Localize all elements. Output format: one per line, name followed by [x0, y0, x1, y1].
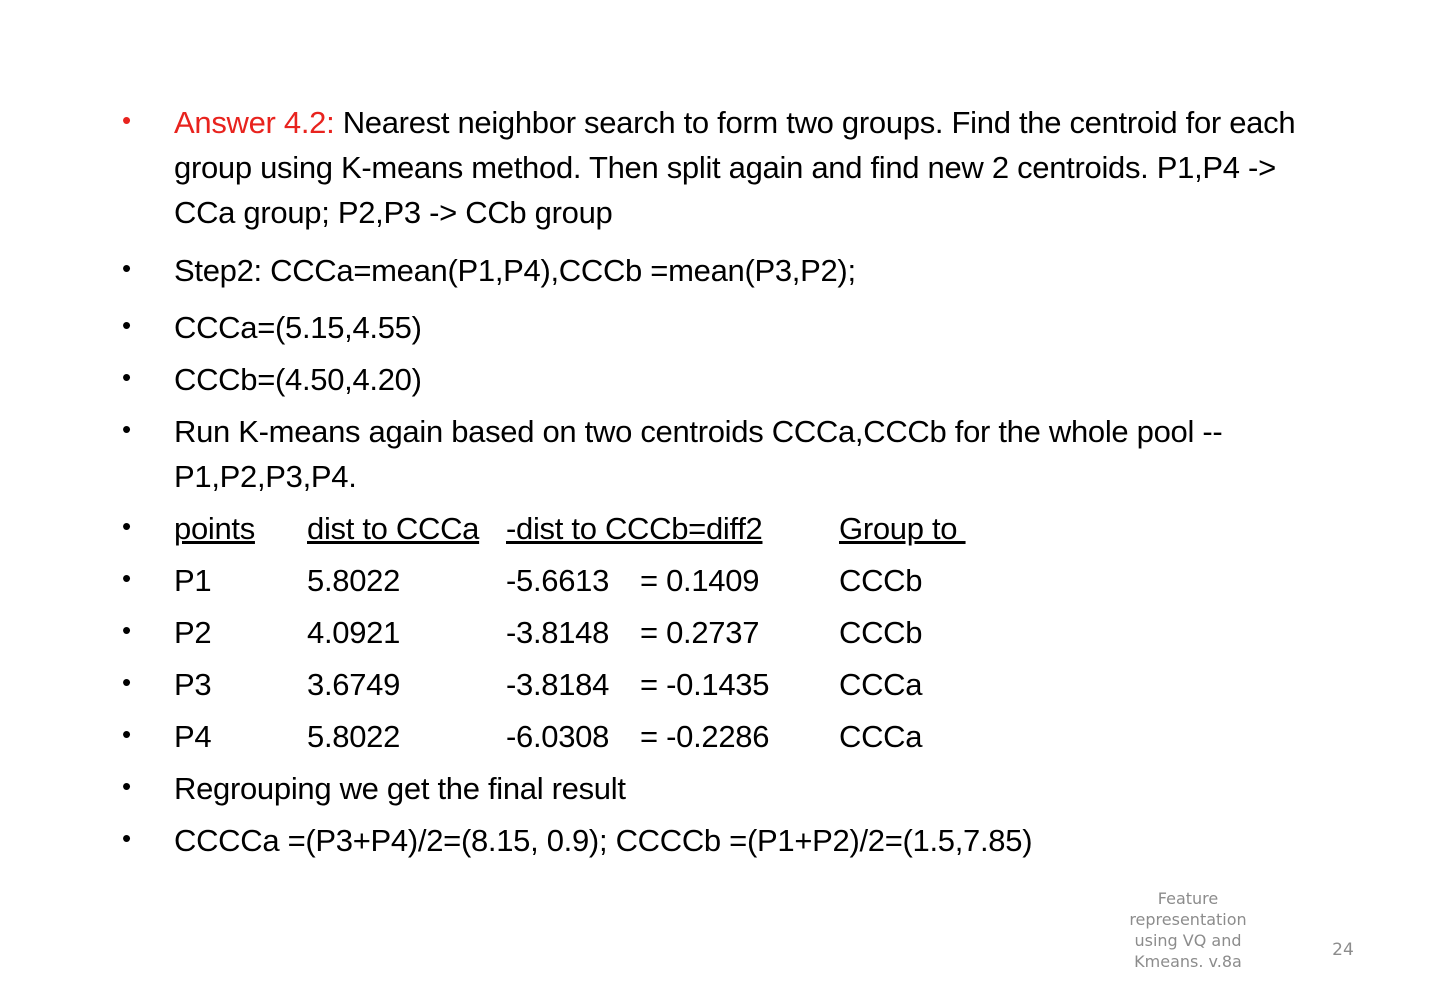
bullet-icon: •	[122, 253, 131, 283]
step2-text: Step2: CCCa=mean(P1,P4),CCCb =mean(P3,P2);	[174, 253, 856, 288]
bullet-run-kmeans	[122, 409, 1322, 499]
cell-diff: = -0.1435	[640, 667, 770, 702]
cell-point: P3	[174, 667, 212, 702]
cell-group: CCCb	[839, 563, 923, 598]
cell-dist-ccca: 3.6749	[307, 667, 401, 702]
bullet-answer	[122, 100, 1322, 235]
table-row	[122, 558, 1322, 603]
header-points: points	[174, 511, 255, 546]
bullet-step2	[122, 248, 1322, 293]
answer-text: Nearest neighbor search to form two groups. Find the centroid for each group using K-means method. Then split again and find new 2 centroids. P1,P4 -> CCa group; P2,P3 -> CCb group	[174, 105, 1296, 230]
bullet-list	[122, 100, 1322, 863]
cell-dist-cccb: -3.8184	[506, 667, 610, 702]
cell-group: CCCa	[839, 667, 923, 702]
header-dist-ccca: dist to CCCa	[307, 511, 480, 546]
cell-dist-ccca: 5.8022	[307, 719, 401, 754]
table-header-row	[122, 506, 1322, 551]
header-dist-cccb-diff: -dist to CCCb=diff2	[506, 511, 763, 546]
header-group-to: Group to	[839, 511, 966, 546]
cell-point: P4	[174, 719, 212, 754]
page-number: 24	[1332, 940, 1354, 960]
final-text: CCCCa =(P3+P4)/2=(8.15, 0.9); CCCCb =(P1+P2)/2=(1.5,7.85)	[174, 823, 1033, 858]
footer-note: Feature representation using VQ and Kmeans. v.8a	[1129, 889, 1247, 971]
bullet-regroup	[122, 766, 1322, 811]
cell-group: CCCa	[839, 719, 923, 754]
bullet-icon: •	[122, 667, 131, 697]
cell-group: CCCb	[839, 615, 923, 650]
cell-point: P2	[174, 615, 212, 650]
cell-dist-cccb: -5.6613	[506, 563, 610, 598]
bullet-icon: •	[122, 771, 131, 801]
cell-dist-cccb: -3.8148	[506, 615, 610, 650]
cell-diff: = -0.2286	[640, 719, 770, 754]
ccca-text: CCCa=(5.15,4.55)	[174, 310, 422, 345]
bullet-icon: •	[122, 563, 131, 593]
regroup-text: Regrouping we get the final result	[174, 771, 626, 806]
cell-dist-ccca: 4.0921	[307, 615, 401, 650]
bullet-icon: •	[122, 615, 131, 645]
bullet-icon: •	[122, 511, 131, 541]
bullet-icon: •	[122, 105, 131, 135]
table-row	[122, 610, 1322, 655]
table-row	[122, 662, 1322, 707]
bullet-icon: •	[122, 414, 131, 444]
bullet-cccb	[122, 357, 1322, 402]
cell-dist-cccb: -6.0308	[506, 719, 610, 754]
run-kmeans-text: Run K-means again based on two centroids CCCa,CCCb for the whole pool -- P1,P2,P3,P4.	[174, 414, 1223, 494]
bullet-icon: •	[122, 719, 131, 749]
cell-point: P1	[174, 563, 212, 598]
bullet-icon: •	[122, 310, 131, 340]
cell-diff: = 0.2737	[640, 615, 760, 650]
cell-dist-ccca: 5.8022	[307, 563, 401, 598]
cccb-text: CCCb=(4.50,4.20)	[174, 362, 422, 397]
bullet-final	[122, 818, 1322, 863]
bullet-ccca	[122, 305, 1322, 350]
bullet-icon: •	[122, 823, 131, 853]
answer-label: Answer 4.2:	[174, 105, 335, 140]
bullet-icon: •	[122, 362, 131, 392]
cell-diff: = 0.1409	[640, 563, 760, 598]
table-row	[122, 714, 1322, 759]
